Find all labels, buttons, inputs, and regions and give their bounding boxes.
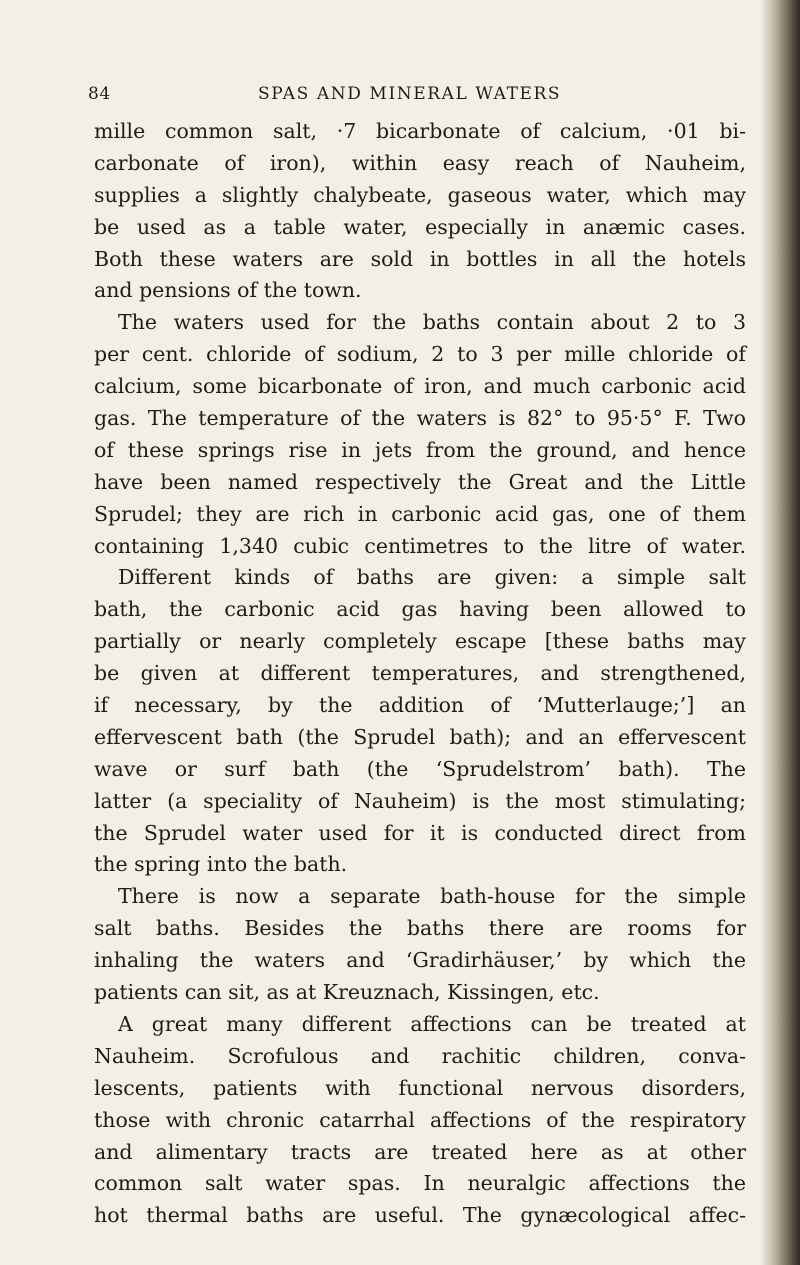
text-line: containing 1,340 cubic centimetres to the litre of water. [94,533,746,558]
body-text [94,116,746,1232]
text-line: have been named respectively the Great and the Little [94,469,746,494]
text-line: There is now a separate bath-house for the simple [118,884,746,909]
text-line: Different kinds of baths are given: a simple salt [118,565,746,590]
text-line: if necessary, by the addition of ‘Mutterlauge;’] an [94,693,746,718]
text-line: lescents, patients with functional nervous disorders, [94,1075,746,1100]
text-line: gas. The temperature of the waters is 82° to 95·5° F. Two [94,406,746,431]
text-line: calcium, some bicarbonate of iron, and much carbonic acid [94,374,746,399]
text-line: inhaling the waters and ‘Gradirhäuser,’ by which the [94,948,746,973]
page-header [88,84,740,110]
text-line: those with chronic catarrhal affections of the respiratory [94,1107,746,1132]
text-line: and alimentary tracts are treated here as at other [94,1139,746,1164]
text-line: The waters used for the baths contain about 2 to 3 [118,310,746,335]
text-line: the spring into the bath. [94,852,348,877]
text-line: wave or surf bath (the ‘Sprudelstrom’ bath). The [94,756,746,781]
text-line: partially or nearly completely escape [these baths may [94,629,746,654]
text-line: and pensions of the town. [94,278,362,303]
text-line: hot thermal baths are useful. The gynæcological affec- [94,1203,746,1228]
text-line: of these springs rise in jets from the ground, and hence [94,437,746,462]
text-line: per cent. chloride of sodium, 2 to 3 per mille chloride of [94,342,746,367]
text-line: A great many different affections can be treated at [118,1011,746,1036]
text-line: be given at different temperatures, and strengthened, [94,661,746,686]
text-line: mille common salt, ·7 bicarbonate of calcium, ·01 bi- [94,119,746,143]
text-line: the Sprudel water used for it is conducted direct from [94,820,746,845]
text-line: patients can sit, as at Kreuznach, Kissingen, etc. [94,980,600,1005]
text-line: latter (a speciality of Nauheim) is the most stimulating; [94,788,746,813]
text-line: common salt water spas. In neuralgic affections the [94,1171,746,1196]
running-head: SPAS AND MINERAL WATERS [258,84,562,104]
page-number: 84 [88,84,111,104]
text-line: be used as a table water, especially in anæmic cases. [94,214,746,239]
book-gutter-edge [760,0,800,1265]
text-line: bath, the carbonic acid gas having been allowed to [94,597,746,622]
text-line: carbonate of iron), within easy reach of Nauheim, [94,150,746,175]
text-line: Nauheim. Scrofulous and rachitic children, conva- [94,1043,746,1068]
text-line: effervescent bath (the Sprudel bath); and an effervescent [94,724,746,749]
text-line: supplies a slightly chalybeate, gaseous water, which may [94,182,746,207]
text-line: Sprudel; they are rich in carbonic acid gas, one of them [94,501,746,526]
text-line: salt baths. Besides the baths there are rooms for [94,916,746,941]
text-line: Both these waters are sold in bottles in all the hotels [94,246,746,271]
